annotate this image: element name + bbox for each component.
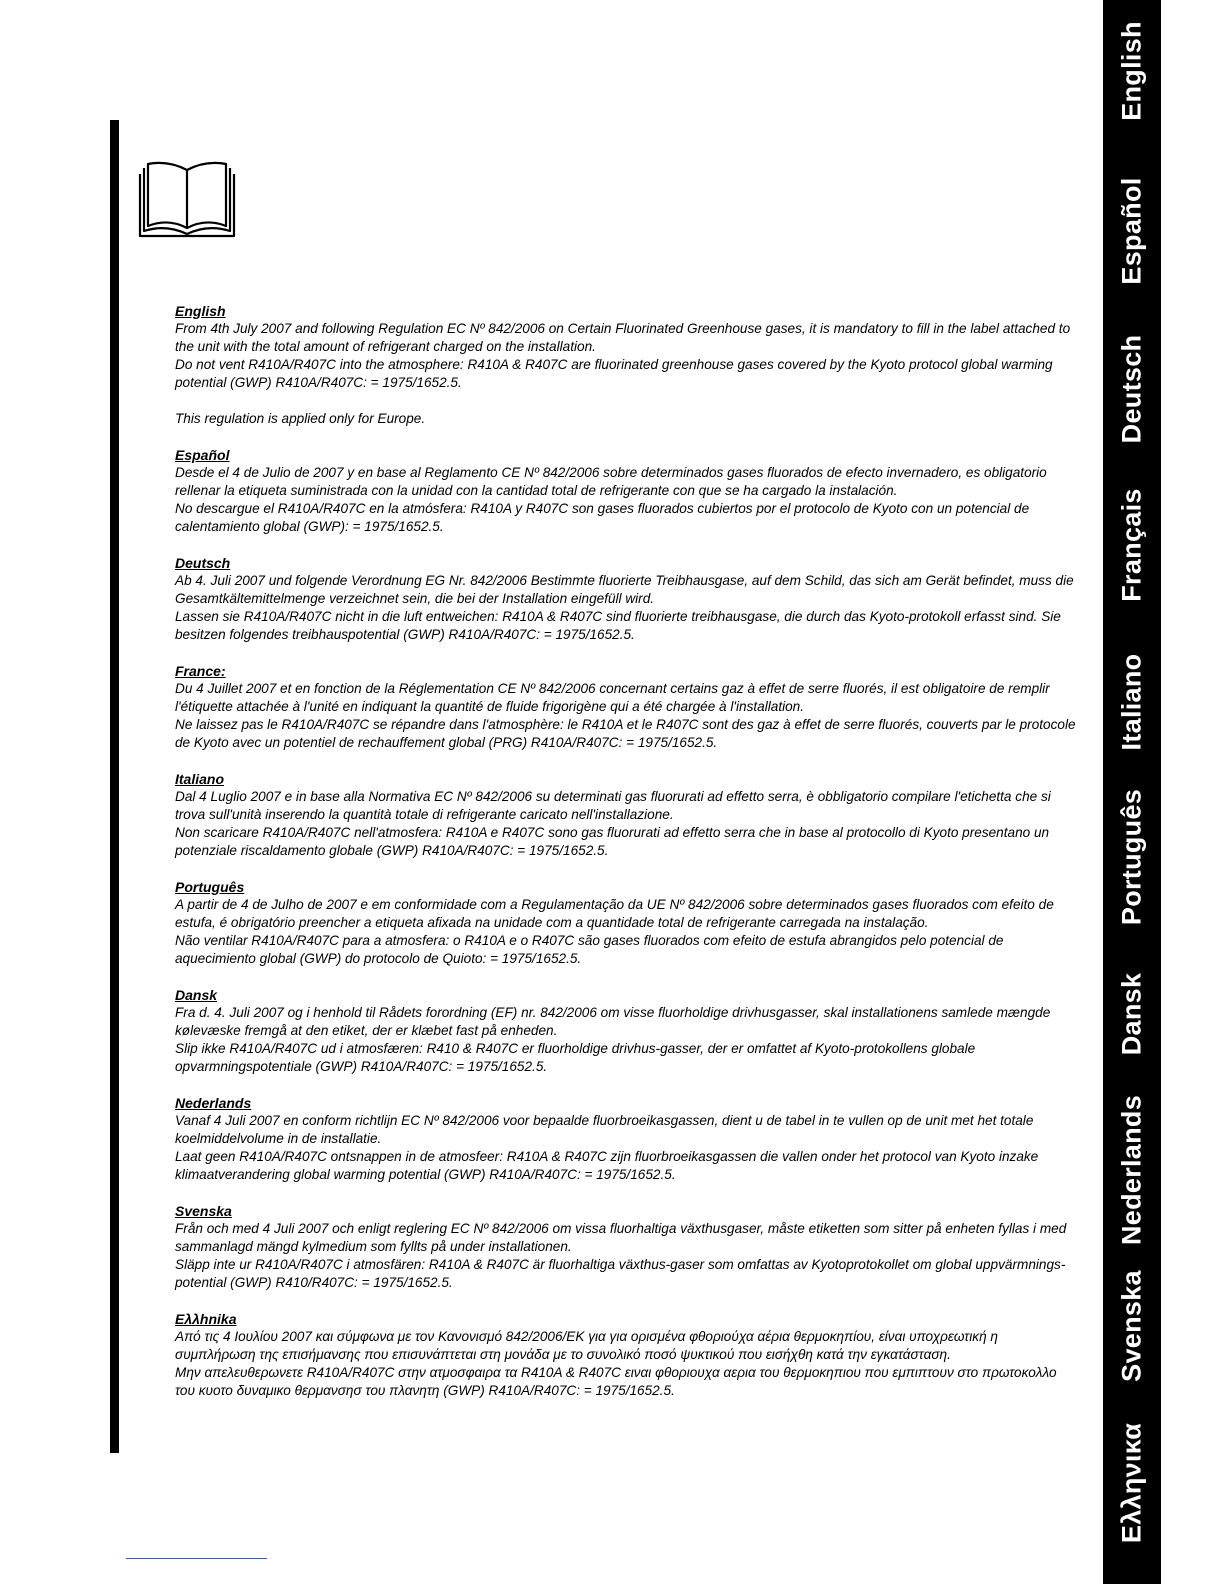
footnote-separator-line [126,1558,267,1559]
section-english [175,302,1080,428]
section-heading: Eλλhnika [175,1311,237,1327]
section-paragraph: Ab 4. Juli 2007 und folgende Verordnung EG Nr. 842/2006 Bestimmte fluorierte Treibhausgase, auf dem Schild, das sich am Gerät befindet, muss die Gesamtkältemittelmenge verzeichnet sein, die bei der Installation eingefüll wird. [175,573,1074,606]
section-paragraph: Vanaf 4 Juli 2007 en conform richtlijn EC Nº 842/2006 voor bepaalde fluorbroeikasgassen, dient u de tabel in te vullen op de unit met het totale koelmiddelvolume in de installatie. [175,1113,1034,1146]
section-paragraph: Från och med 4 Juli 2007 och enligt reglering EC Nº 842/2006 om vissa fluorhaltiga växthusgaser, måste etiketten som sitter på enheten fyllas i med sammanlagd mängd kylmedium som fyllts på under installationen. [175,1221,1067,1254]
section-dansk [175,986,1080,1076]
regulation-notice-text [175,302,1080,1418]
section-paragraph: Desde el 4 de Julio de 2007 y en base al Reglamento CE Nº 842/2006 sobre determinados gases fluorados de efecto invernadero, es obligatorio rellenar la etiqueta suministrada con la unidad con la cantidad total de refrigerante con que se ha cargado la instalación. [175,465,1047,498]
section-greek [175,1310,1080,1400]
open-book-icon [138,160,236,238]
section-paragraph: Não ventilar R410A/R407C para a atmosfera: o R410A e o R407C são gases fluorados com efeito de estufa abrangidos pelo potencial de aquecimiento global (GWP) do protocolo de Quioto: = 1975/1652.5. [175,933,1004,966]
section-deutsch [175,554,1080,644]
section-heading: Español [175,447,230,463]
section-italiano [175,770,1080,860]
section-paragraph: Από τις 4 Ιουλίου 2007 και σύμφωνα με τον Κανονισμό 842/2006/ΕΚ για για ορισμένα φθοριούχα αέρια θερμοκηπίου, είναι υποχρεωτική η συμπλήρωση της επισήμανσης που επισυνάπτεται στη μονάδα με το συνολικό ποσό ψυκτικού που εισήχθη κατά την εγκατάσταση. [175,1329,998,1362]
section-paragraph: From 4th July 2007 and following Regulation EC Nº 842/2006 on Certain Fluorinated Greenhouse gases, it is mandatory to fill in the label attached to the unit with the total amount of refrigerant charged on the installation. [175,321,1071,354]
section-paragraph: A partir de 4 de Julho de 2007 e em conformidade com a Regulamentação da UE Nº 842/2006 sobre determinados gases fluorados com efeito de estufa, é obrigatório preencher a etiqueta afixada na unidade com a quantidade total de refrigerante carregada na instalação. [175,897,1054,930]
section-heading: Português [175,879,245,895]
section-heading: France: [175,663,226,679]
section-paragraph: Non scaricare R410A/R407C nell'atmosfera: R410A e R407C sono gas fluorurati ad effetto serra che in base al protocollo di Kyoto presentano un potenziale riscaldamento globale (GWP) R410A/R407C: = 1975/1652.5. [175,825,1050,858]
section-heading: Deutsch [175,555,231,571]
section-nederlands [175,1094,1080,1184]
section-paragraph: Lassen sie R410A/R407C nicht in die luft entweichen: R410A & R407C sind fluorierte treibhausgase, die durch das Kyoto-protokoll erfasst sind. Sie besitzen folgendes treibhauspotential (GWP) R410A/R407C: = 1975/1652.5. [175,609,1061,642]
section-paragraph: Dal 4 Luglio 2007 e in base alla Normativa EC Nº 842/2006 su determinati gas fluorurati ad effetto serra, è obbligatorio compilare l'etichetta che si trova sull'unità inserendo la quantità totale di refrigerante caricato nell'installazione. [175,789,1051,822]
section-paragraph: Do not vent R410A/R407C into the atmosphere: R410A & R407C are fluorinated greenhouse gases covered by the Kyoto protocol global warming potential (GWP) R410A/R407C: = 1975/1652.5. [175,357,1053,390]
section-paragraph: Du 4 Juillet 2007 et en fonction de la Réglementation CE Nº 842/2006 concernant certains gaz à effet de serre fluorés, il est obligatoire de remplir l'étiquette attachée à l'unité en indiquant la quantité de fluide frigorigène qui a été chargée à l'installation. [175,681,1050,714]
section-svenska [175,1202,1080,1292]
section-paragraph: Laat geen R410A/R407C ontsnappen in de atmosfeer: R410A & R407C zijn fluorbroeikasgassen die vallen onder het protocol van Kyoto inzake klimaatverandering global warming potential (GWP) R410A/R407C: = 1975/1652.5. [175,1149,1039,1182]
section-heading: Nederlands [175,1095,252,1111]
section-espanol [175,446,1080,536]
section-heading: Svenska [175,1203,232,1219]
section-paragraph: Fra d. 4. Juli 2007 og i henhold til Rådets forordning (EF) nr. 842/2006 om visse fluorholdige drivhusgasser, skal installationens samlede mængde kølevæske fremgå at den etiket, der er klæbet fast på enheden. [175,1005,1051,1038]
section-heading: Dansk [175,987,218,1003]
section-paragraph: Ne laissez pas le R410A/R407C se répandre dans l'atmosphère: le R410A et le R407C sont des gaz à effet de serre fluorés, couverts par le protocole de Kyoto avec un potentiel de rechauffement global (PRG) R410A/R407C: = 1975/1652.5. [175,717,1076,750]
section-paragraph: Slip ikke R410A/R407C ud i atmosfæren: R410 & R407C er fluorholdige drivhus-gasser, der er omfattet af Kyoto-protokollens globale opvarmningspotentiale (GWP) R410A/R407C: = 1975/1652.5. [175,1041,976,1074]
section-heading: Italiano [175,771,225,787]
section-heading: English [175,303,226,319]
section-paragraph: Släpp inte ur R410A/R407C i atmosfären: R410A & R407C är fluorhaltiga växthus-gaser som omfattas av Kyotoprotokollet om global uppvärmnings-potential (GWP) R410/R407C: = 1975/1652.5. [175,1257,1066,1290]
section-portugues [175,878,1080,968]
section-paragraph: Μην απελευθερωνετε R410A/R407C στην ατμοσφαιρα τα R410A & R407C ειναι φθοριουχα αερια του θερμοκηπιου που εμπιπτουν στο πρωτοκολλο του κυοτο δυναμικο θερμανσησ του πλανητη (GWP) R410A/R407C: = 1975/1652.5. [175,1365,1057,1398]
section-france [175,662,1080,752]
left-margin-bar [110,120,119,1453]
section-note: This regulation is applied only for Europe. [175,411,426,426]
section-paragraph: No descargue el R410A/R407C en la atmósfera: R410A y R407C son gases fluorados cubiertos por el protocolo de Kyoto con un potencial de calentamiento global (GWP): = 1975/1652.5. [175,501,1030,534]
